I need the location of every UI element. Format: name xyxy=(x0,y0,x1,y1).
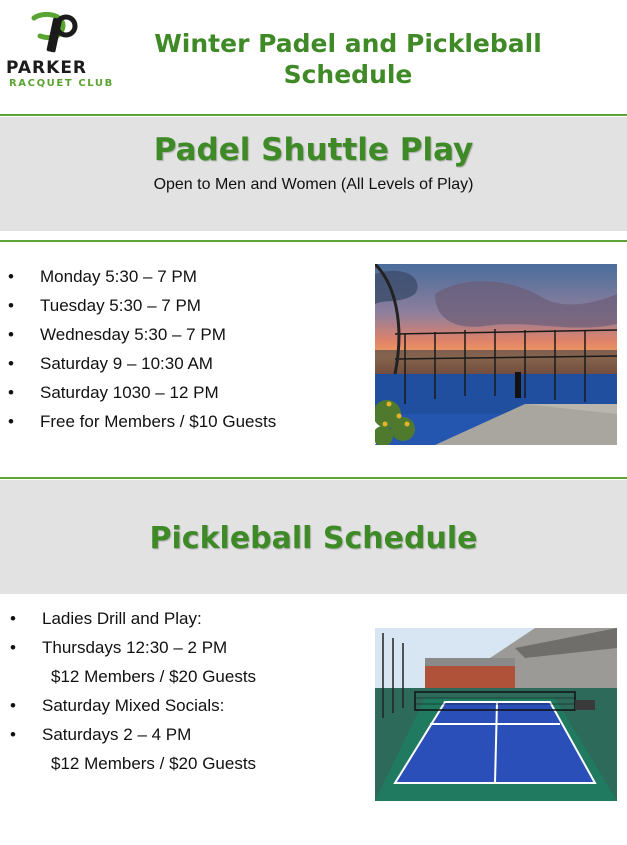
pickleball-court-image xyxy=(375,628,617,801)
padel-section-title: Padel Shuttle Play xyxy=(153,132,474,168)
logo-tagline: RACQUET CLUB xyxy=(9,78,114,89)
bullet: • xyxy=(8,412,14,431)
schedule-text: Saturday 1030 – 12 PM xyxy=(40,383,219,402)
schedule-text: Monday 5:30 – 7 PM xyxy=(40,267,197,286)
divider-top xyxy=(0,114,627,116)
padel-subtitle: Open to Men and Women (All Levels of Play) xyxy=(153,176,474,193)
schedule-text: Tuesday 5:30 – 7 PM xyxy=(40,296,201,315)
pickleball-section-title: Pickleball Schedule xyxy=(149,521,478,556)
page-title-line1: Winter Padel and Pickleball xyxy=(154,29,542,58)
parker-logo xyxy=(6,12,116,92)
bullet: • xyxy=(10,696,16,715)
schedule-text: Saturday 9 – 10:30 AM xyxy=(40,354,213,373)
schedule-text: Saturday Mixed Socials: xyxy=(42,696,225,715)
schedule-text: Saturdays 2 – 4 PM xyxy=(42,725,192,744)
bullet: • xyxy=(10,638,16,657)
bullet: • xyxy=(8,383,14,402)
schedule-text: Free for Members / $10 Guests xyxy=(40,412,277,431)
bullet: • xyxy=(8,354,14,373)
schedule-text: $12 Members / $20 Guests xyxy=(51,754,257,773)
schedule-text: Ladies Drill and Play: xyxy=(42,609,202,628)
bullet: • xyxy=(8,325,14,344)
padel-court-image xyxy=(375,264,617,445)
schedule-text: $12 Members / $20 Guests xyxy=(51,667,257,686)
divider-pickleball xyxy=(0,477,627,479)
pickleball-court-photo xyxy=(375,628,617,801)
padel-court-photo xyxy=(375,264,617,445)
logo-name: PARKER xyxy=(6,58,88,78)
bullet: • xyxy=(8,296,14,315)
schedule-text: Thursdays 12:30 – 2 PM xyxy=(42,638,228,657)
divider-padel xyxy=(0,240,627,242)
page-title xyxy=(118,28,578,90)
page-title-line2: Schedule xyxy=(283,60,413,89)
bullet: • xyxy=(10,609,16,628)
schedule-text: Wednesday 5:30 – 7 PM xyxy=(40,325,226,344)
bullet: • xyxy=(8,267,14,286)
logo-p-mark-icon xyxy=(6,12,116,60)
bullet: • xyxy=(10,725,16,744)
